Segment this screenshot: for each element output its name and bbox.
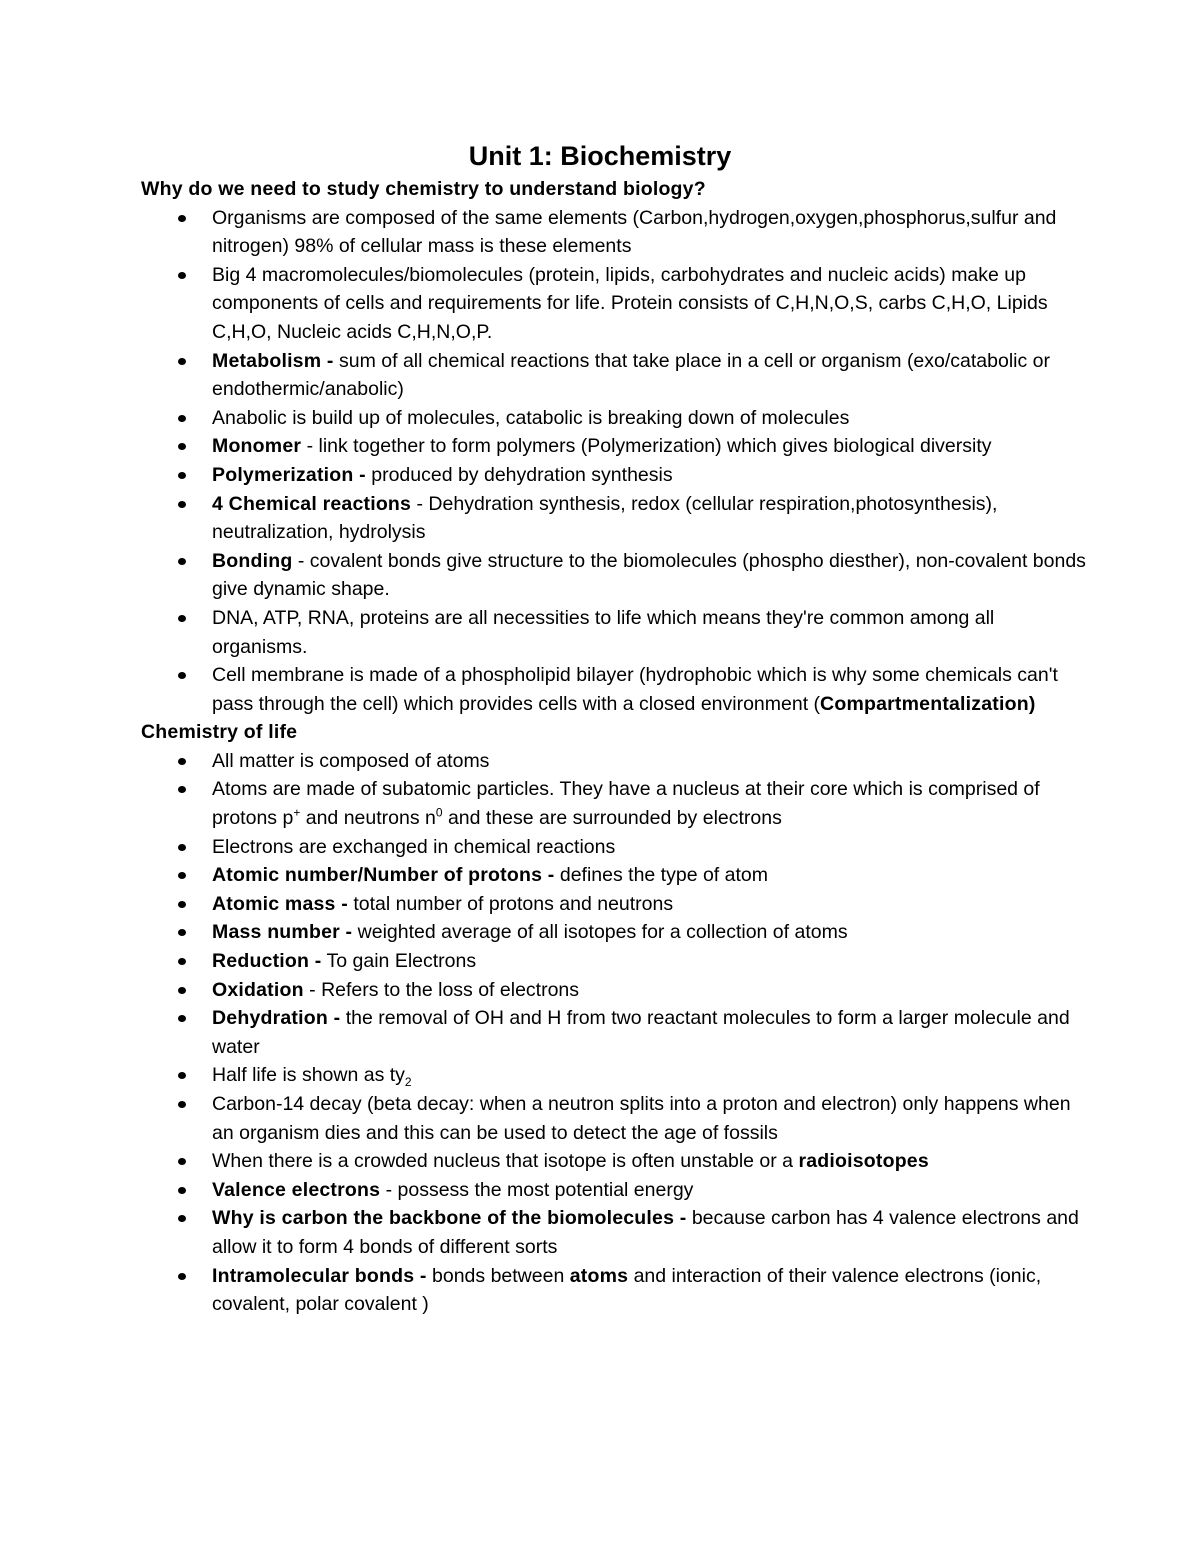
list-item bbox=[141, 1262, 1091, 1319]
list-item bbox=[141, 204, 1091, 261]
bullet-icon bbox=[178, 615, 186, 622]
text-run: When there is a crowded nucleus that isotope is often unstable or a bbox=[212, 1150, 799, 1173]
bullet-icon bbox=[178, 215, 186, 222]
text-run: and these are surrounded by electrons bbox=[442, 807, 782, 830]
list-item bbox=[141, 918, 1091, 947]
list-item bbox=[141, 604, 1091, 661]
text-run: defines the type of atom bbox=[554, 864, 768, 887]
text-run: because carbon has 4 valence electrons and allow it to form 4 bonds of different sorts bbox=[212, 1207, 1079, 1258]
bullet-icon bbox=[178, 786, 186, 793]
list-item bbox=[141, 490, 1091, 547]
bullet-icon bbox=[178, 1215, 186, 1222]
bullet-icon bbox=[178, 558, 186, 565]
text-run: the removal of OH and H from two reactant molecules to form a larger molecule and water bbox=[212, 1007, 1070, 1058]
bold-term: atoms bbox=[569, 1264, 629, 1287]
page-title: Unit 1: Biochemistry bbox=[468, 141, 732, 171]
subscript: 2 bbox=[404, 1075, 412, 1090]
bold-term: Intramolecular bonds - bbox=[212, 1264, 427, 1287]
bullet-icon bbox=[178, 1273, 186, 1280]
text-run: Carbon-14 decay (beta decay: when a neutron splits into a proton and electron) only happens when an organism dies and this can be used to detect the age of fossils bbox=[212, 1093, 1071, 1144]
list-item bbox=[141, 947, 1091, 976]
list-item bbox=[141, 833, 1091, 862]
document-body bbox=[141, 175, 1091, 1319]
bold-term: Bonding bbox=[212, 549, 293, 572]
text-run: - Dehydration synthesis, redox (cellular respiration,photosynthesis), neutralization, hydrolysis bbox=[212, 492, 998, 544]
list-item bbox=[141, 1176, 1091, 1205]
bullet-icon bbox=[178, 1158, 186, 1165]
list-item bbox=[141, 1061, 1091, 1090]
bullet-icon bbox=[178, 1101, 186, 1108]
bullet-icon bbox=[178, 501, 186, 508]
text-run: Electrons are exchanged in chemical reactions bbox=[212, 835, 616, 858]
bullet-icon bbox=[178, 987, 186, 994]
text-run: and interaction of their valence electrons (ionic, covalent, polar covalent ) bbox=[212, 1264, 1042, 1316]
bold-term: Compartmentalization) bbox=[820, 692, 1036, 715]
bullet-list bbox=[141, 747, 1091, 1319]
list-item bbox=[141, 1147, 1091, 1176]
text-run: Anabolic is build up of molecules, catabolic is breaking down of molecules bbox=[212, 406, 850, 429]
bullet-icon bbox=[178, 929, 186, 936]
text-run: bonds between bbox=[426, 1264, 570, 1287]
bold-term: radioisotopes bbox=[798, 1150, 929, 1173]
bold-term: Dehydration - bbox=[212, 1007, 341, 1030]
list-item bbox=[141, 261, 1091, 347]
text-run: - Refers to the loss of electrons bbox=[303, 978, 580, 1001]
list-item bbox=[141, 432, 1091, 461]
bold-term: Polymerization - bbox=[212, 463, 366, 486]
text-run: - covalent bonds give structure to the biomolecules (phospho diesther), non-covalent bonds give dynamic shape. bbox=[212, 549, 1086, 601]
list-item bbox=[141, 404, 1091, 433]
text-run: weighted average of all isotopes for a collection of atoms bbox=[352, 921, 848, 944]
superscript: 0 bbox=[435, 805, 443, 820]
bullet-icon bbox=[178, 472, 186, 479]
list-item bbox=[141, 1090, 1091, 1147]
bullet-icon bbox=[178, 443, 186, 450]
list-item bbox=[141, 661, 1091, 718]
bold-term: Mass number - bbox=[212, 921, 353, 944]
text-run: sum of all chemical reactions that take place in a cell or organism (exo/catabolic or endothermic/anabolic) bbox=[212, 349, 1051, 401]
list-item bbox=[141, 347, 1091, 404]
list-item bbox=[141, 1004, 1091, 1061]
list-item bbox=[141, 861, 1091, 890]
superscript: + bbox=[293, 805, 301, 820]
bullet-icon bbox=[178, 901, 186, 908]
list-item bbox=[141, 547, 1091, 604]
text-run: All matter is composed of atoms bbox=[212, 749, 490, 772]
bold-term: Monomer bbox=[212, 435, 302, 458]
bullet-list bbox=[141, 204, 1091, 719]
bullet-icon bbox=[178, 844, 186, 851]
list-item bbox=[141, 775, 1091, 832]
text-run: - possess the most potential energy bbox=[380, 1178, 694, 1201]
text-run: - link together to form polymers (Polymerization) which gives biological diversity bbox=[301, 435, 992, 458]
text-run: total number of protons and neutrons bbox=[347, 892, 674, 915]
bold-term: Reduction - bbox=[212, 950, 322, 973]
text-run: Atoms are made of subatomic particles. They have a nucleus at their core which is comprised of protons p bbox=[212, 778, 1040, 830]
text-run: Half life is shown as ty bbox=[212, 1064, 405, 1087]
bullet-icon bbox=[178, 1015, 186, 1022]
list-item bbox=[141, 890, 1091, 919]
bullet-icon bbox=[178, 415, 186, 422]
bullet-icon bbox=[178, 272, 186, 279]
bullet-icon bbox=[178, 672, 186, 679]
text-run: Big 4 macromolecules/biomolecules (protein, lipids, carbohydrates and nucleic acids) make up components of cells and requirements for life. Protein consists of C,H,N,O,S, carbs C,H,O, Lipids C,H,O, Nucleic acids C,H,N,O,P. bbox=[212, 263, 1048, 343]
text-run: Organisms are composed of the same elements (Carbon,hydrogen,oxygen,phosphorus,sulfur and nitrogen) 98% of cellular mass is these elements bbox=[212, 206, 1057, 258]
section-heading: Why do we need to study chemistry to understand biology? bbox=[141, 178, 706, 200]
bold-term: Valence electrons bbox=[212, 1178, 381, 1201]
bold-term: 4 Chemical reactions bbox=[212, 492, 412, 515]
bullet-icon bbox=[178, 1187, 186, 1194]
text-run: produced by dehydration synthesis bbox=[365, 463, 673, 486]
text-run: Cell membrane is made of a phospholipid bilayer (hydrophobic which is why some chemicals can't pass through the cell) which provides cells with a closed environment ( bbox=[212, 664, 1058, 715]
bullet-icon bbox=[178, 872, 186, 879]
bullet-icon bbox=[178, 1072, 186, 1079]
bold-term: Metabolism - bbox=[212, 349, 334, 372]
bullet-icon bbox=[178, 758, 186, 765]
section-heading: Chemistry of life bbox=[141, 721, 298, 744]
text-run: DNA, ATP, RNA, proteins are all necessities to life which means they're common among all organisms. bbox=[212, 606, 995, 658]
text-run: To gain Electrons bbox=[321, 950, 477, 973]
bold-term: Oxidation bbox=[212, 978, 304, 1001]
list-item bbox=[141, 461, 1091, 490]
bullet-icon bbox=[178, 958, 186, 965]
list-item bbox=[141, 1204, 1091, 1261]
bold-term: Atomic mass - bbox=[212, 892, 348, 915]
bullet-icon bbox=[178, 358, 186, 365]
list-item bbox=[141, 747, 1091, 776]
text-run: and neutrons n bbox=[300, 807, 436, 830]
bold-term: Atomic number/Number of protons - bbox=[212, 864, 555, 887]
bold-term: Why is carbon the backbone of the biomolecules - bbox=[212, 1207, 687, 1230]
list-item bbox=[141, 976, 1091, 1005]
